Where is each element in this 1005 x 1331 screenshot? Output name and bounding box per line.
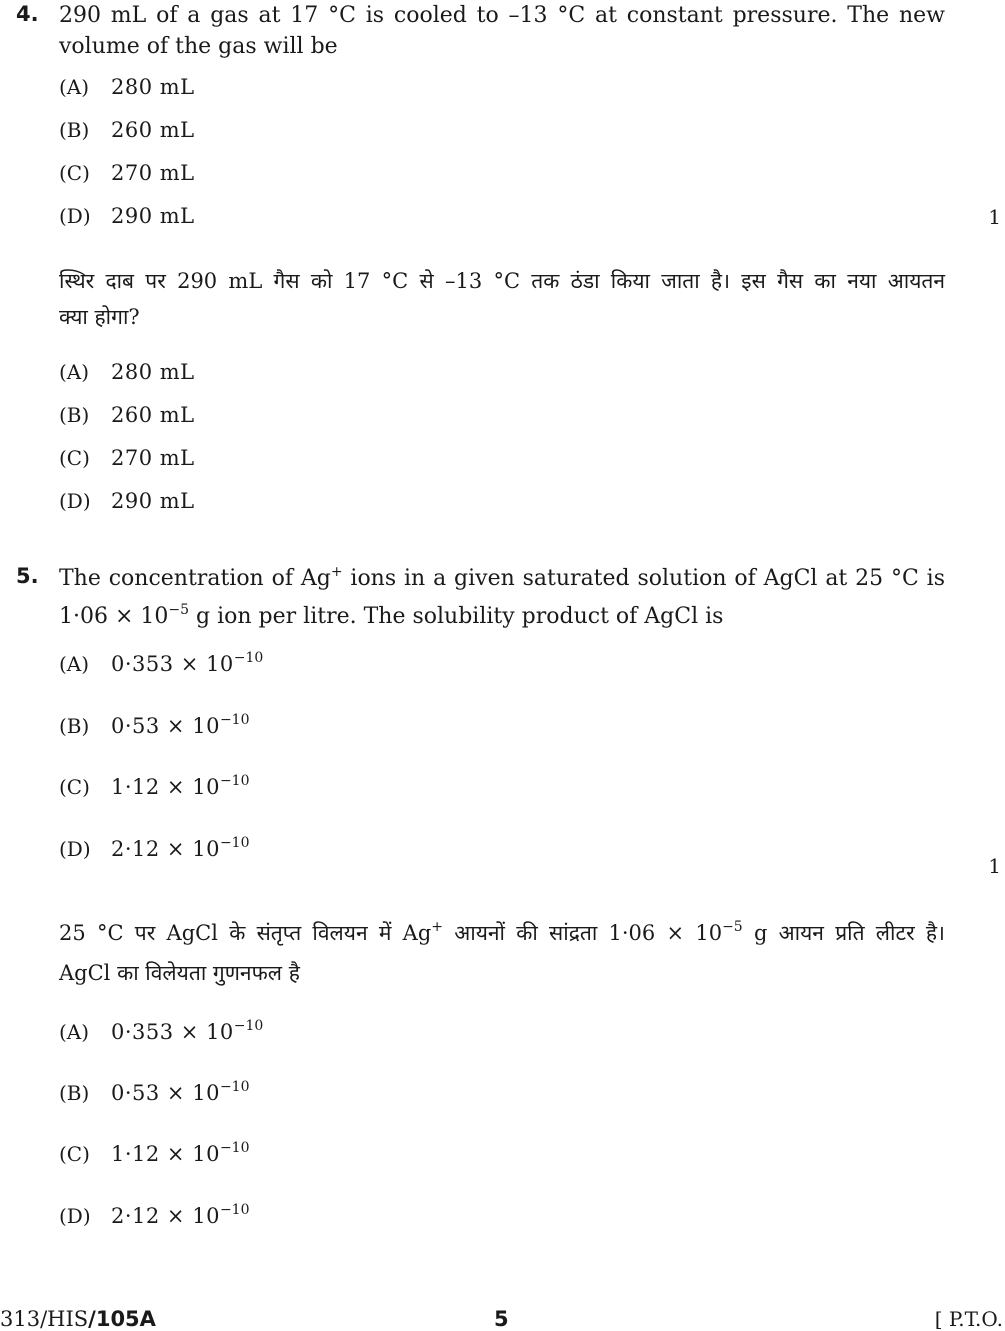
option-label: (A): [59, 652, 90, 676]
question-4-option-d: [59, 204, 195, 228]
option-value: 270 mL: [111, 446, 195, 470]
option-value: 280 mL: [111, 75, 195, 99]
superscript: −5: [722, 919, 743, 935]
option-mantissa: 0·353 × 10: [111, 1020, 234, 1044]
question-5-hindi-line-1: [59, 913, 945, 953]
option-mantissa: 2·12 × 10: [111, 837, 220, 861]
option-mantissa: 2·12 × 10: [111, 1204, 220, 1228]
option-value: 270 mL: [111, 161, 195, 185]
question-5-hindi-option-d: [59, 1204, 249, 1228]
option-exponent: −10: [219, 773, 250, 789]
question-4-marks: 1: [988, 205, 1001, 229]
stem-text: आयनों की सांद्रता 1·06 × 10: [443, 921, 723, 945]
question-5-hindi-option-c: [59, 1142, 249, 1166]
please-turn-over: [ P.T.O.: [934, 1307, 1003, 1331]
question-5-hindi-line-2: AgCl का विलेयता गुणनफल है: [59, 961, 300, 985]
option-label: (D): [59, 1204, 91, 1228]
option-label: (C): [59, 1142, 90, 1166]
question-4-number: 4.: [16, 2, 39, 26]
option-exponent: −10: [219, 1140, 250, 1156]
superscript: +: [431, 919, 444, 935]
question-5-stem-english: [59, 560, 945, 636]
question-4-stem-hindi: [59, 263, 945, 335]
option-exponent: −10: [233, 1018, 264, 1034]
question-4-option-b: [59, 118, 195, 142]
option-mantissa: 0·53 × 10: [111, 714, 220, 738]
option-label: (A): [59, 1020, 90, 1044]
question-4-option-c: [59, 161, 195, 185]
option-mantissa: 1·12 × 10: [111, 775, 220, 799]
option-label: (D): [59, 204, 91, 228]
option-value: 290 mL: [111, 489, 195, 513]
option-label: (B): [59, 714, 90, 738]
question-4-hindi-option-d: [59, 489, 195, 513]
question-5-hindi-option-b: [59, 1081, 249, 1105]
option-label: (C): [59, 446, 90, 470]
page-number: 5: [494, 1307, 509, 1331]
question-4-hindi-option-b: [59, 403, 195, 427]
option-exponent: −10: [219, 835, 250, 851]
question-5-option-d: [59, 837, 249, 861]
question-5-stem-line-1: [59, 560, 945, 598]
question-5-stem-hindi: [59, 913, 945, 993]
stem-text: The concentration of Ag: [59, 566, 331, 591]
option-exponent: −10: [219, 1079, 250, 1095]
option-label: (A): [59, 75, 90, 99]
option-label: (B): [59, 403, 90, 427]
question-5-hindi-option-a: [59, 1020, 263, 1044]
stem-text: ions in a given saturated solution of AgCl at 25 °C is: [342, 566, 945, 591]
question-4-hindi-option-a: [59, 360, 195, 384]
stem-text: g आयन प्रति लीटर है।: [742, 921, 946, 945]
paper-code-suffix: /105A: [88, 1307, 156, 1331]
option-label: (C): [59, 161, 90, 185]
option-value: 290 mL: [111, 204, 195, 228]
question-5-option-a: [59, 652, 263, 676]
option-mantissa: 1·12 × 10: [111, 1142, 220, 1166]
option-value: 260 mL: [111, 403, 195, 427]
option-exponent: −10: [219, 712, 250, 728]
question-4-hindi-line-2: क्या होगा?: [59, 305, 140, 329]
option-exponent: −10: [219, 1202, 250, 1218]
stem-text: g ion per litre. The solubility product of AgCl is: [189, 604, 724, 629]
paper-code-prefix: 313/HIS: [0, 1307, 89, 1331]
superscript: −5: [168, 602, 190, 618]
question-5-stem-line-2: [59, 598, 945, 636]
option-mantissa: 0·53 × 10: [111, 1081, 220, 1105]
option-mantissa: 0·353 × 10: [111, 652, 234, 676]
question-4-option-a: [59, 75, 195, 99]
question-5-number: 5.: [16, 564, 39, 588]
paper-code: [0, 1307, 156, 1331]
option-label: (C): [59, 775, 90, 799]
question-5-option-b: [59, 714, 249, 738]
option-label: (D): [59, 489, 91, 513]
question-5-marks: 1: [988, 854, 1001, 878]
question-5-option-c: [59, 775, 249, 799]
stem-text: 25 °C पर AgCl के संतृप्त विलयन में Ag: [59, 921, 432, 945]
question-4-hindi-option-c: [59, 446, 195, 470]
option-label: (B): [59, 118, 90, 142]
option-label: (B): [59, 1081, 90, 1105]
option-label: (A): [59, 360, 90, 384]
superscript: +: [330, 564, 343, 580]
option-exponent: −10: [233, 650, 264, 666]
question-4-stem-line-2: volume of the gas will be: [59, 34, 338, 59]
question-4-stem-line-1: 290 mL of a gas at 17 °C is cooled to –13 °C at constant pressure. The new: [59, 3, 945, 28]
stem-text: 1·06 × 10: [59, 604, 169, 629]
option-label: (D): [59, 837, 91, 861]
option-value: 260 mL: [111, 118, 195, 142]
question-4-hindi-line-1: स्थिर दाब पर 290 mL गैस को 17 °C से –13 °C तक ठंडा किया जाता है। इस गैस का नया आयतन: [59, 269, 945, 293]
question-4-stem-english: [59, 0, 945, 62]
option-value: 280 mL: [111, 360, 195, 384]
